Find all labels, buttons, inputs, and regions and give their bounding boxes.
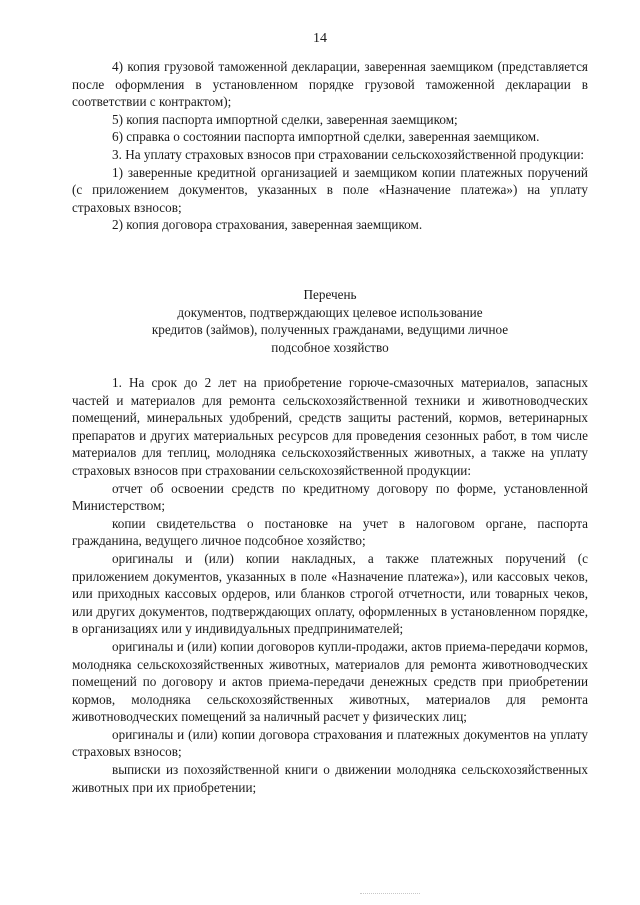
bottom-section [72, 374, 588, 796]
page-number: 14 [313, 31, 327, 46]
paragraph: оригиналы и (или) копии договоров купли-продажи, актов приема-передачи кормов, молодняка сельскохозяйственных животных, материалов для ремонта животноводческих помещений по договору и актов приема-передачи денежных средств при приобретении кормов, молодняка сельскохозяйственных животных, материалов для ремонта животноводческих помещений за наличный расчет у физических лиц; [72, 638, 588, 725]
heading-line: подсобное хозяйство [271, 339, 389, 355]
paragraph: 3. На уплату страховых взносов при страховании сельскохозяйственной продукции: [112, 146, 585, 162]
heading-line: документов, подтверждающих целевое использование [177, 304, 483, 320]
paragraph: оригиналы и (или) копии договора страхования и платежных документов на уплату страховых взносов; [72, 726, 588, 760]
paragraph: копии свидетельства о постановке на учет в налоговом органе, паспорта гражданина, ведущего личное подсобное хозяйство; [72, 515, 588, 549]
paragraph: 4) копия грузовой таможенной декларации, заверенная заемщиком (представляется после оформления в установленном порядке грузовой таможенной декларации в соответствии с контрактом); [72, 59, 588, 110]
paragraph: 5) копия паспорта импортной сделки, заверенная заемщиком; [112, 111, 458, 127]
paragraph: 6) справка о состоянии паспорта импортной сделки, заверенная заемщиком. [112, 129, 540, 145]
section-heading [72, 286, 588, 356]
paragraph: 1) заверенные кредитной организацией и заемщиком копии платежных поручений (с приложением документов, указанных в поле «Назначение платежа») на уплату страховых взносов; [72, 164, 588, 215]
paragraph: выписки из похозяйственной книги о движении молодняка сельскохозяйственных животных при их приобретении; [72, 762, 588, 795]
heading-title: Перечень [303, 287, 357, 302]
paragraph: оригиналы и (или) копии накладных, а также платежных поручений (с приложением документов, указанных в поле «Назначение платежа»), или кассовых чеков, или приходных кассовых ордеров, или бланков строгой отчетности, или товарных чеков, или других документов, подтверждающих оплату, оформленных в установленном порядке, в организациях или у индивидуальных предпринимателей; [72, 550, 588, 637]
paragraph: 1. На срок до 2 лет на приобретение горюче-смазочных материалов, запасных частей и материалов для ремонта сельскохозяйственной техники и животноводческих помещений, минеральных удобрений, средств защиты растений, кормов, ветеринарных препаратов и других материальных ресурсов для проведения сезонных работ, в том числе материалов для теплиц, молодняка сельскохозяйственных животных, а также на уплату страховых взносов при страховании сельскохозяйственной продукции: [72, 375, 588, 478]
paragraph: 2) копия договора страхования, заверенная заемщиком. [112, 217, 423, 233]
paragraph: отчет об освоении средств по кредитному договору по форме, установленной Министерством; [72, 480, 588, 514]
heading-line: кредитов (займов), полученных гражданами, ведущими личное [151, 322, 509, 338]
scan-mark [360, 893, 420, 898]
top-section [72, 58, 588, 234]
